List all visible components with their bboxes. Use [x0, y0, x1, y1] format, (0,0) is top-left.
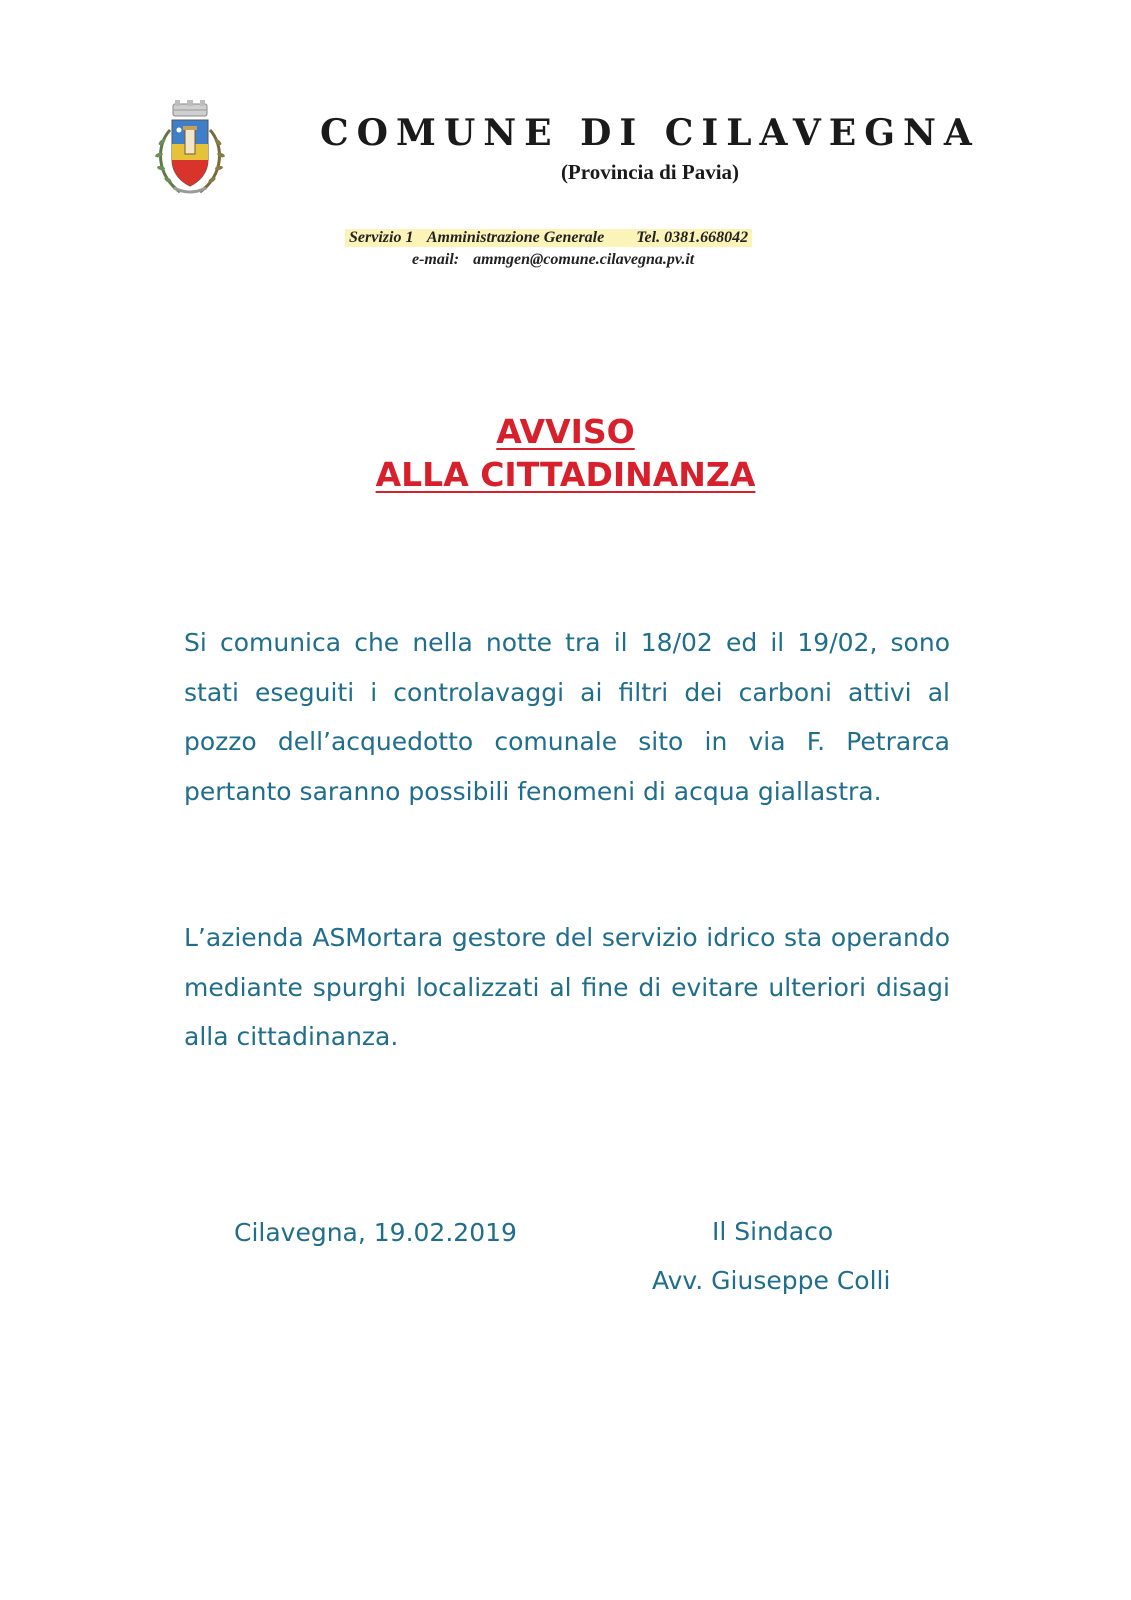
body-paragraph-2: L’azienda ASMortara gestore del servizio idrico sta operando mediante spurghi localizzati al fine di evitare ulteriori disagi alla cittadinanza. — [184, 923, 950, 1051]
department-name: Amministrazione Generale — [426, 229, 605, 246]
province-subtitle: (Provincia di Pavia) — [560, 160, 740, 184]
email-label: e-mail: — [412, 251, 460, 268]
page-title: COMUNE DI CILAVEGNA — [320, 112, 980, 154]
body-paragraph-1: Si comunica che nella notte tra il 18/02 ed il 19/02, sono stati eseguiti i controlavaggi ai filtri dei carboni attivi al pozzo dell’acquedotto comunale sito in via F. Petrarca pertanto saranno possibili fenomeni di acqua giallastra. — [184, 628, 950, 806]
email-address: ammgen@comune.cilavegna.pv.it — [473, 251, 695, 268]
email-info — [412, 251, 694, 269]
service-info — [345, 229, 752, 247]
phone-number: Tel. 0381.668042 — [636, 229, 749, 246]
service-number: Servizio 1 — [349, 229, 414, 246]
notice-subheading: ALLA CITTADINANZA — [375, 455, 756, 494]
signatory-role: Il Sindaco — [712, 1217, 834, 1246]
signatory-name: Avv. Giuseppe Colli — [652, 1266, 891, 1295]
coat-of-arms-icon — [150, 100, 230, 198]
notice-heading: AVVISO — [496, 412, 635, 451]
place-date: Cilavegna, 19.02.2019 — [234, 1218, 517, 1247]
